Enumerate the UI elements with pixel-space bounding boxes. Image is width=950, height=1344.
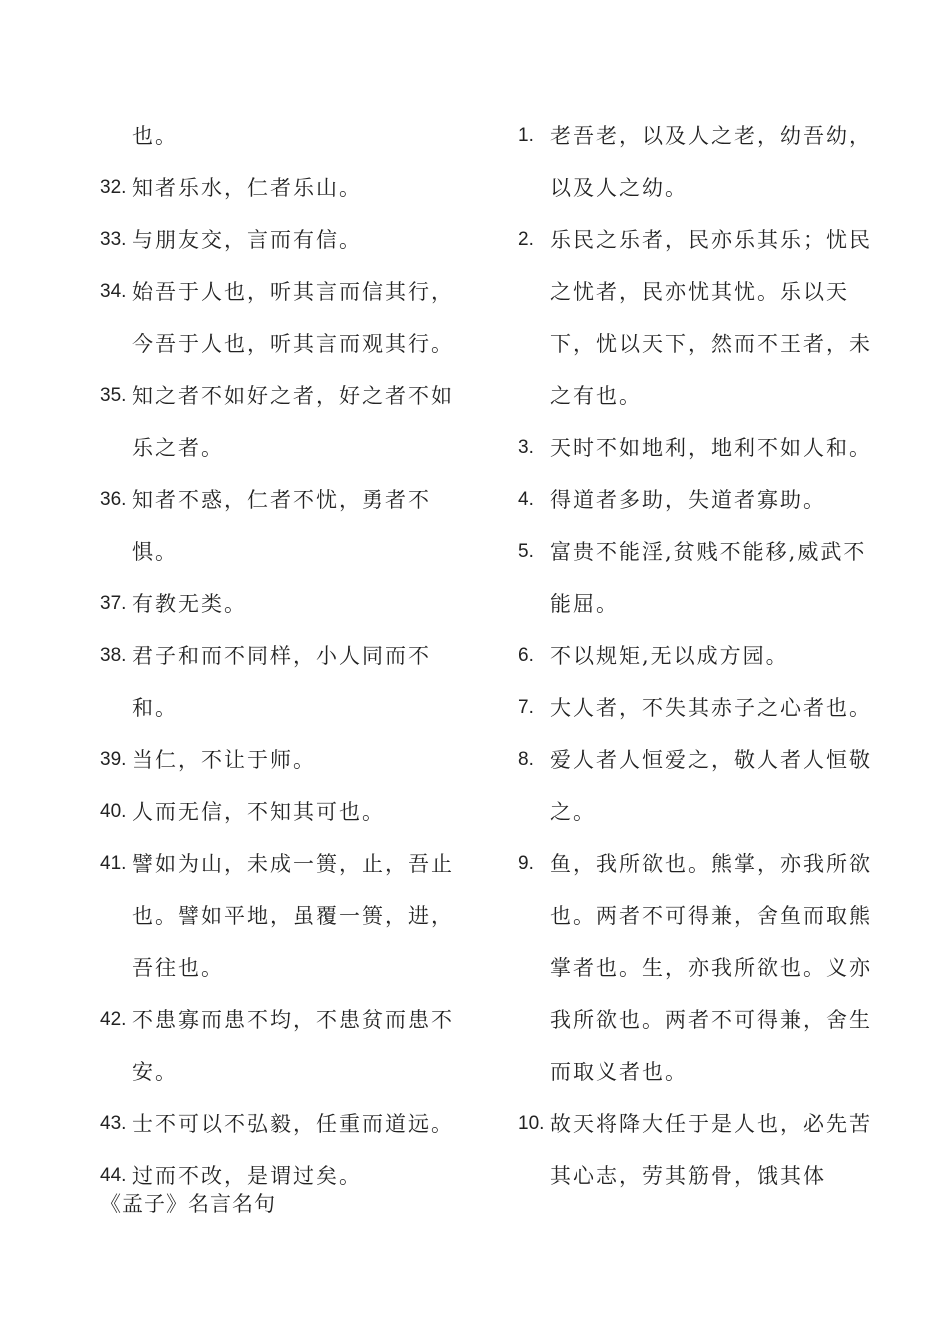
quote-item — [100, 994, 460, 1098]
item-text: 不患寡而患不均，不患贫而患不安。 — [132, 1008, 454, 1084]
item-text: 乐民之乐者，民亦乐其乐；忧民之忧者，民亦忧其忧。乐以天下，忧以天下，然而不王者，未之有也。 — [550, 228, 872, 408]
item-text: 富贵不能淫,贫贱不能移,威武不能屈。 — [550, 540, 867, 616]
item-text: 知之者不如好之者，好之者不如乐之者。 — [132, 384, 454, 460]
quote-item — [100, 370, 460, 474]
item-text: 天时不如地利，地利不如人和。 — [550, 436, 872, 460]
item-number: 32. — [100, 177, 127, 198]
item-number: 8. — [518, 749, 534, 770]
item-number: 5. — [518, 541, 534, 562]
quote-item — [100, 734, 460, 786]
item-text: 鱼，我所欲也。熊掌，亦我所欲也。两者不可得兼，舍鱼而取熊掌者也。生，亦我所欲也。义亦我所欲也。两者不可得兼，舍生而取义者也。 — [550, 852, 872, 1084]
item-number: 10. — [518, 1113, 545, 1134]
item-number: 40. — [100, 801, 127, 822]
item-text: 始吾于人也，听其言而信其行，今吾于人也，听其言而观其行。 — [132, 280, 454, 356]
quote-item — [100, 266, 460, 370]
item-number: 42. — [100, 1009, 127, 1030]
item-text: 大人者，不失其赤子之心者也。 — [550, 696, 872, 720]
quote-item — [100, 474, 460, 578]
quote-item — [518, 474, 878, 526]
quote-item — [100, 786, 460, 838]
item-number: 38. — [100, 645, 127, 666]
item-number: 34. — [100, 281, 127, 302]
item-number: 2. — [518, 229, 534, 250]
quote-item — [100, 630, 460, 734]
item-number: 1. — [518, 125, 534, 146]
left-column — [100, 110, 460, 1202]
quote-item — [100, 214, 460, 266]
item-number: 6. — [518, 645, 534, 666]
continued-text: 也。 — [132, 124, 178, 148]
item-text: 与朋友交，言而有信。 — [132, 228, 362, 252]
item-number: 7. — [518, 697, 534, 718]
quote-item — [518, 1098, 878, 1202]
item-text: 老吾老，以及人之老，幼吾幼，以及人之幼。 — [550, 124, 872, 200]
item-number: 39. — [100, 749, 127, 770]
item-text: 君子和而不同样，小人同而不和。 — [132, 644, 431, 720]
section-title: 《孟子》名言名句 — [100, 1192, 276, 1216]
item-number: 44. — [100, 1165, 127, 1186]
item-text: 过而不改，是谓过矣。 — [132, 1164, 362, 1188]
quote-item — [518, 682, 878, 734]
quote-item — [518, 734, 878, 838]
item-number: 35. — [100, 385, 127, 406]
item-number: 37. — [100, 593, 127, 614]
item-number: 3. — [518, 437, 534, 458]
quote-item — [100, 1098, 460, 1150]
quote-item — [518, 838, 878, 1098]
item-text: 有教无类。 — [132, 592, 247, 616]
quote-item — [518, 110, 878, 214]
right-column — [518, 110, 878, 1202]
item-number: 43. — [100, 1113, 127, 1134]
item-text: 爱人者人恒爱之，敬人者人恒敬之。 — [550, 748, 872, 824]
item-text: 不以规矩,无以成方园。 — [550, 644, 789, 668]
item-text: 知者不惑，仁者不忧，勇者不惧。 — [132, 488, 431, 564]
item-text: 譬如为山，未成一篑，止，吾止也。譬如平地，虽覆一篑，进，吾往也。 — [132, 852, 454, 980]
quote-item — [518, 214, 878, 422]
item-text: 当仁，不让于师。 — [132, 748, 316, 772]
quote-item — [518, 422, 878, 474]
quote-item — [518, 630, 878, 682]
item-number: 33. — [100, 229, 127, 250]
item-number: 4. — [518, 489, 534, 510]
item-text: 故天将降大任于是人也，必先苦其心志，劳其筋骨，饿其体 — [550, 1112, 872, 1188]
item-text: 士不可以不弘毅，任重而道远。 — [132, 1112, 454, 1136]
item-text: 知者乐水，仁者乐山。 — [132, 176, 362, 200]
item-number: 36. — [100, 489, 127, 510]
item-number: 41. — [100, 853, 127, 874]
quote-item — [518, 526, 878, 630]
quote-item — [100, 162, 460, 214]
item-text: 人而无信，不知其可也。 — [132, 800, 385, 824]
item-number: 9. — [518, 853, 534, 874]
item-text: 得道者多助，失道者寡助。 — [550, 488, 826, 512]
quote-item — [100, 578, 460, 630]
quote-item — [100, 838, 460, 994]
